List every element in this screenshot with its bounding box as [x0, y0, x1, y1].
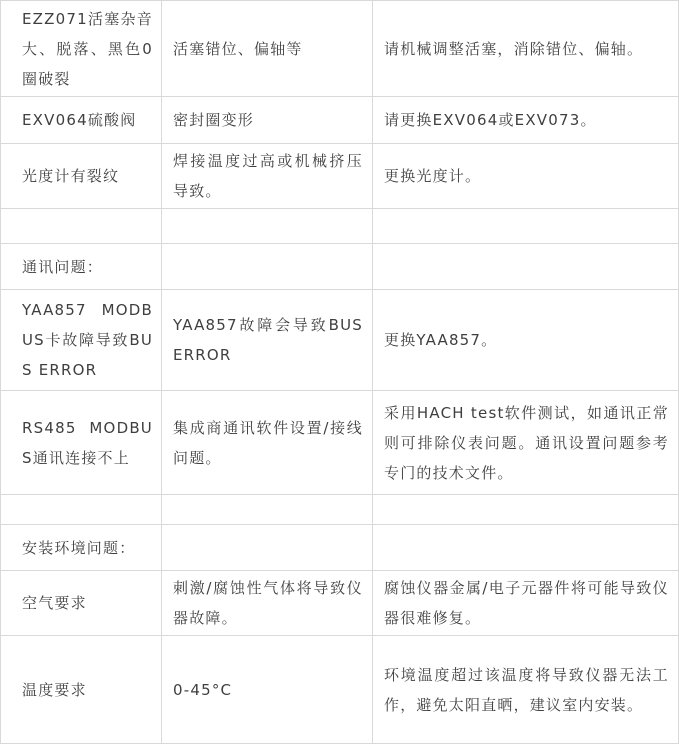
- cell-cause: YAA857故障会导致BUS ERROR: [162, 290, 373, 391]
- cell-solution: 环境温度超过该温度将导致仪器无法工作，避免太阳直晒，建议室内安装。: [373, 636, 679, 744]
- table-row: [1, 209, 679, 244]
- cell-solution: 采用HACH test软件测试，如通讯正常则可排除仪表问题。通讯设置问题参考专门的技术文件。: [373, 391, 679, 495]
- cell-cause: 0-45°C: [162, 636, 373, 744]
- cell-cause: 刺激/腐蚀性气体将导致仪器故障。: [162, 571, 373, 636]
- cell-cause: 密封圈变形: [162, 97, 373, 144]
- cell-issue: 光度计有裂纹: [1, 144, 162, 209]
- cell-section-header: 安装环境问题：: [1, 525, 162, 571]
- cell-solution: [373, 244, 679, 290]
- table-row: [1, 144, 679, 209]
- cell-issue: 空气要求: [1, 571, 162, 636]
- cell-cause: [162, 244, 373, 290]
- table-row: [1, 525, 679, 571]
- cell-cause: 集成商通讯软件设置/接线问题。: [162, 391, 373, 495]
- cell-solution: [373, 495, 679, 525]
- table-row: [1, 636, 679, 744]
- table-row: [1, 97, 679, 144]
- table-row: [1, 1, 679, 97]
- table-row: [1, 571, 679, 636]
- cell-issue: RS485 MODBUS通讯连接不上: [1, 391, 162, 495]
- cell-issue: EXV064硫酸阀: [1, 97, 162, 144]
- cell-solution: 腐蚀仪器金属/电子元器件将可能导致仪器很难修复。: [373, 571, 679, 636]
- cell-solution: [373, 525, 679, 571]
- table-row: [1, 290, 679, 391]
- cell-issue: 温度要求: [1, 636, 162, 744]
- cell-issue: [1, 209, 162, 244]
- table-row: [1, 244, 679, 290]
- cell-cause: [162, 525, 373, 571]
- cell-cause: [162, 209, 373, 244]
- cell-solution: 请更换EXV064或EXV073。: [373, 97, 679, 144]
- cell-issue: [1, 495, 162, 525]
- cell-solution: [373, 209, 679, 244]
- cell-cause: [162, 495, 373, 525]
- cell-section-header: 通讯问题：: [1, 244, 162, 290]
- cell-issue: YAA857 MODBUS卡故障导致BUS ERROR: [1, 290, 162, 391]
- cell-solution: 更换光度计。: [373, 144, 679, 209]
- cell-cause: 焊接温度过高或机械挤压导致。: [162, 144, 373, 209]
- cell-cause: 活塞错位、偏轴等: [162, 1, 373, 97]
- cell-issue: EZZ071活塞杂音大、脱落、黑色0圈破裂: [1, 1, 162, 97]
- table-row: [1, 391, 679, 495]
- cell-solution: 请机械调整活塞，消除错位、偏轴。: [373, 1, 679, 97]
- table-row: [1, 495, 679, 525]
- cell-solution: 更换YAA857。: [373, 290, 679, 391]
